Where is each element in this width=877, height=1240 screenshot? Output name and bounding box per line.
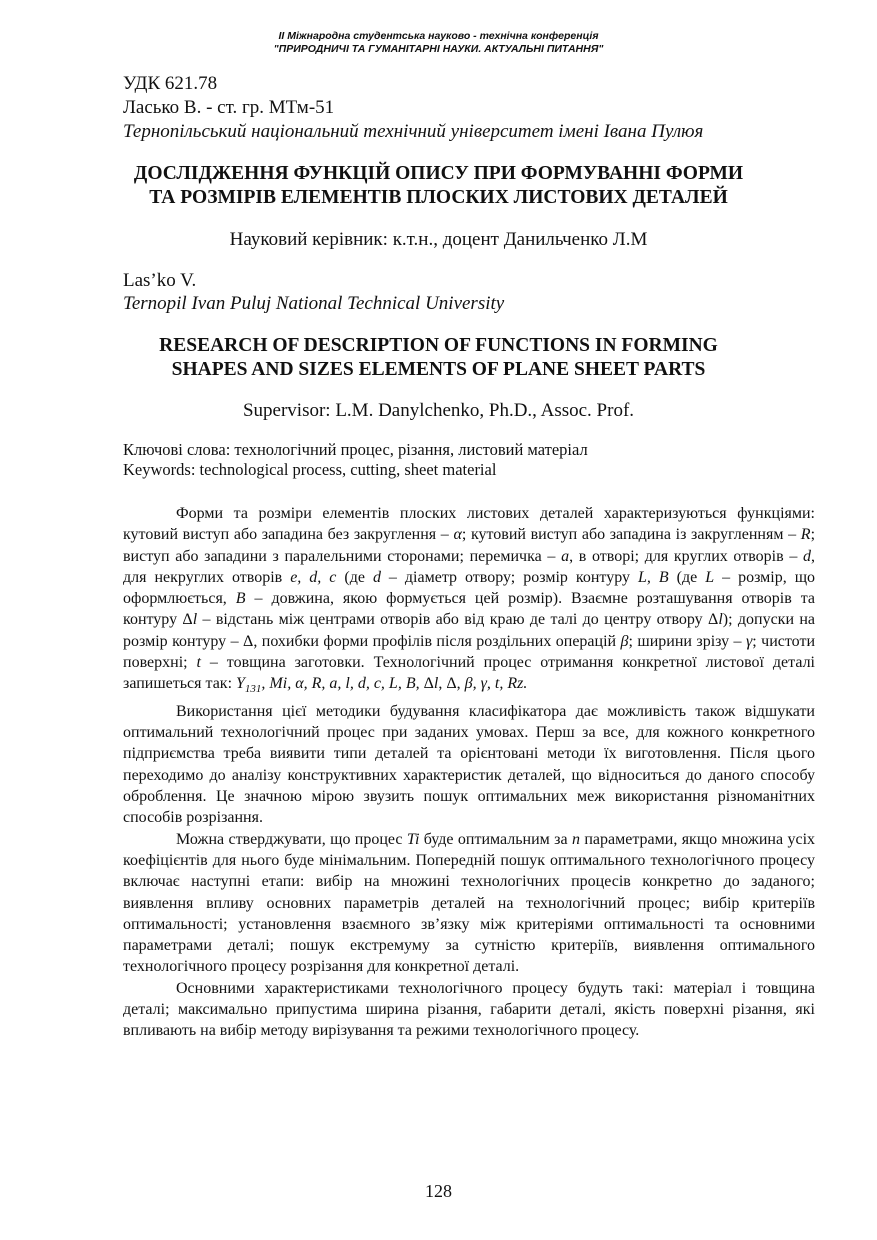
title-en-line1: RESEARCH OF DESCRIPTION OF FUNCTIONS IN FORMING xyxy=(159,335,718,356)
keywords-en: Keywords: technological process, cutting, sheet material xyxy=(123,460,497,479)
supervisor-ua: Науковий керівник: к.т.н., доцент Данильченко Л.М xyxy=(229,229,648,250)
title-en-line2: SHAPES AND SIZES ELEMENTS OF PLANE SHEET PARTS xyxy=(171,359,706,380)
conference-header-line2: "ПРИРОДНИЧІ ТА ГУМАНІТАРНІ НАУКИ. АКТУАЛЬНІ ПИТАННЯ" xyxy=(273,43,604,55)
title-ua xyxy=(0,162,877,210)
supervisor-en: Supervisor: L.M. Danylchenko, Ph.D., Assoc. Prof. xyxy=(242,400,635,421)
paragraph-2: Використання цієї методики будування класифікатора дає можливість також відшукати оптимальний технологічний процес при заданих умовах. Перш за все, для кожного конкретного підприємства треба виявити типи деталей та орієнтовані методи їх виготовлення. Після цього переходимо до аналізу конструктивних характеристик деталей, що відноситься до даного способу оброблення. Це значною мірою звузить пошук оптимальних меж використання різноманітних способів розрізання. xyxy=(123,702,815,827)
university-ua: Тернопільський національний технічний університет імені Івана Пулюя xyxy=(123,121,704,142)
author-ua: Ласько В. - ст. гр. МТм-51 xyxy=(123,97,335,118)
page-number: 128 xyxy=(425,1181,452,1201)
paragraph-3: Можна стверджувати, що процес Ti буде оптимальним за n параметрами, якщо множина усіх коефіцієнтів для нього буде мінімальним. Попередній пошук оптимального технологічного процесу включає наступні етапи: вибір на множині технологічних процесів конкретно до заданого; виявлення впливу основних параметрів деталей на технологічний процес; вибір критеріїв оптимальності; установлення взаємного зв’язку між критеріями оптимальності та основними параметрами деталі; пошук екстремуму за сутністю критеріїв, виявлення оптимального технологічного процесу розрізання для конкретної деталі. xyxy=(123,830,816,976)
title-ua-line2: ТА РОЗМІРІВ ЕЛЕМЕНТІВ ПЛОСКИХ ЛИСТОВИХ ДЕТАЛЕЙ xyxy=(149,187,728,208)
paragraph-4: Основними характеристиками технологічного процесу будуть такі: матеріал і товщина деталі; максимально припустима ширина різання, габарити деталі, якість поверхні різання, які впливають на вибір методу вирізування та режими технологічного процесу. xyxy=(123,979,815,1040)
university-en: Ternopil Ivan Puluj National Technical University xyxy=(123,293,505,314)
udk-code: УДК 621.78 xyxy=(123,73,218,94)
author-en: Las’ko V. xyxy=(123,270,197,291)
conference-header-line1: II Міжнародна студентська науково - технічна конференція xyxy=(278,30,599,42)
article-body xyxy=(123,503,815,1042)
title-ua-line1: ДОСЛІДЖЕННЯ ФУНКЦІЙ ОПИСУ ПРИ ФОРМУВАННІ ФОРМИ xyxy=(133,163,744,184)
title-en xyxy=(0,334,877,382)
keywords-ua: Ключові слова: технологічний процес, різання, листовий матеріал xyxy=(123,440,588,459)
paragraph-1: Форми та розміри елементів плоских листових деталей характеризуються функціями: кутовий виступ або западина без закруглення – α; кутовий виступ або западина із закругленням – R; виступ або западини з паралельними сторонами; перемичка – a, в отворі; для круглих отворів – d, для некруглих отворів e, d, c (де d – діаметр отвору; розмір контуру L, B (де L – розмір, що оформлюється, B – довжина, якою формується цей розмір). Взаємне розташування отворів та контуру Δl – відстань між центрами отворів або від краю де талі до центру отвору Δl); допуски на розмір контуру – Δ, похибки форми профілів після роздільних операцій β; ширини зрізу – γ; чистоти поверхні; t – товщина заготовки. Технологічний процес отримання конкретної листової деталі запишеться так: $Y_{131}$, Mi, α, R, a, l, d, c, L, B, Δl, Δ, β, γ, t, Rz. xyxy=(123,505,816,696)
